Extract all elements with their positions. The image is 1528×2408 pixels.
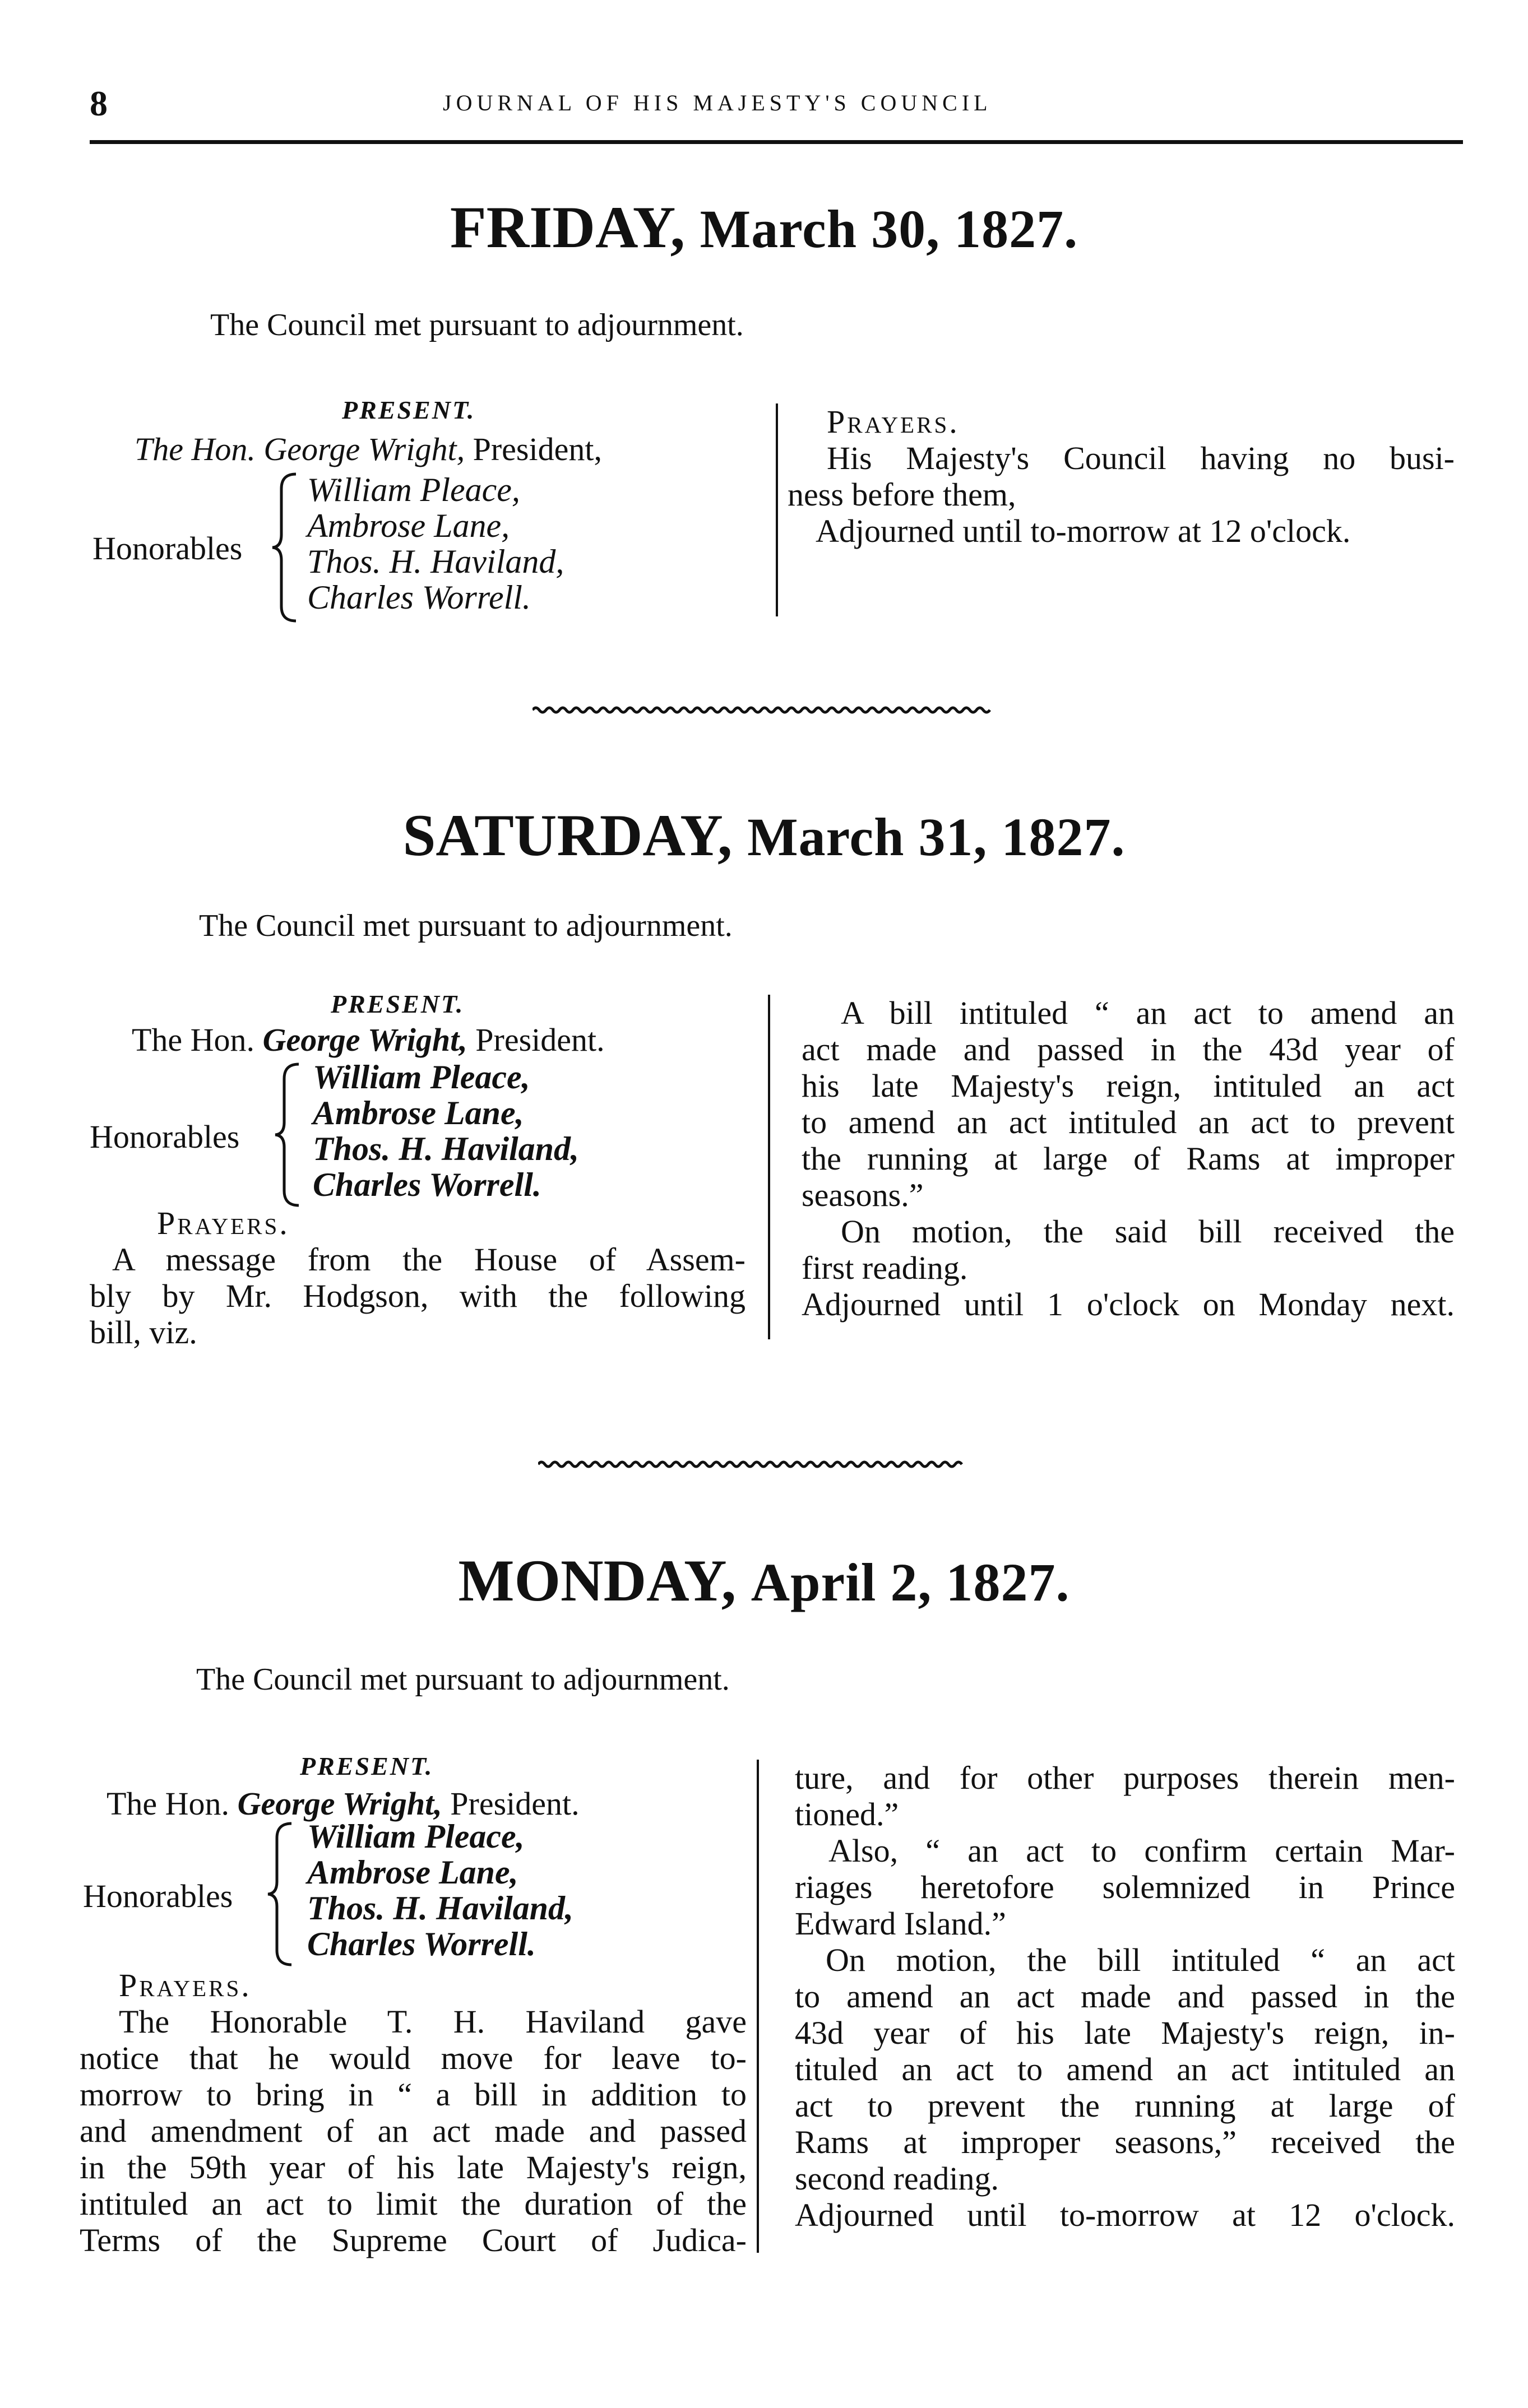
entry-2-day: SATURDAY, — [402, 802, 733, 868]
entry-1-right-line-2: His Majesty's Council having no busi- — [827, 440, 1455, 476]
entry-3-left-line-1: The Honorable T. H. Haviland gave — [119, 2003, 747, 2040]
entry-3-right-line-2: tioned.” — [795, 1796, 899, 1832]
entry-1-members — [307, 472, 564, 615]
entry-1-right-column — [788, 403, 1455, 549]
entry-2-present-label: PRESENT. — [331, 990, 465, 1018]
entry-3-honorables-label: Honorables — [83, 1878, 233, 1914]
entry-3-left-line-4: and amendment of an act made and passed — [80, 2113, 747, 2149]
entry-3-right-line-1: ture, and for other purposes therein men- — [795, 1760, 1455, 1796]
entry-1-member-4: Charles Worrell. — [307, 579, 531, 616]
entry-2-member-4: Charles Worrell. — [313, 1166, 541, 1203]
entry-3-right-column — [795, 1760, 1455, 2233]
entry-1-member-2: Ambrose Lane, — [307, 507, 510, 544]
entry-3-president-name: George Wright, — [237, 1785, 442, 1822]
page-number: 8 — [90, 83, 108, 123]
entry-3-right-line-12: second reading. — [795, 2160, 999, 2197]
entry-3-president-title: President. — [450, 1785, 580, 1822]
entry-1-prayers: Prayers. — [827, 403, 960, 440]
entry-1-date: March 30, 1827. — [700, 199, 1078, 259]
entry-3-member-3: Thos. H. Haviland, — [307, 1890, 574, 1927]
entry-3-left-line-3: morrow to bring in “ a bill in addition to — [80, 2076, 747, 2113]
running-title: JOURNAL OF HIS MAJESTY'S COUNCIL — [443, 90, 992, 115]
entry-3-heading — [0, 1547, 1528, 1615]
entry-1-president-title: President, — [473, 431, 602, 467]
entry-2-member-2: Ambrose Lane, — [313, 1094, 524, 1131]
entry-1-column-rule — [776, 403, 778, 616]
entry-3-right-line-10: act to prevent the running at large of — [795, 2087, 1455, 2124]
entry-3-member-4: Charles Worrell. — [307, 1926, 536, 1962]
entry-2-right-line-5: the running at large of Rams at improper — [802, 1140, 1455, 1177]
entry-3-left-line-5: in the 59th year of his late Majesty's reign, — [80, 2149, 747, 2186]
entry-1-member-1: William Pleace, — [307, 471, 520, 508]
entry-2-met: The Council met pursuant to adjournment. — [199, 908, 733, 943]
entry-2-left-line-1: A message from the House of Assem- — [112, 1241, 746, 1278]
entry-2-right-column — [802, 995, 1455, 1323]
entry-3-right-line-4: riages heretofore solemnized in Prince — [795, 1869, 1455, 1905]
entry-3-right-line-13: Adjourned until to-morrow at 12 o'clock. — [795, 2197, 1455, 2233]
entry-2-left-line-2: bly by Mr. Hodgson, with the following — [90, 1278, 746, 1314]
entry-2-member-1: William Pleace, — [313, 1059, 530, 1096]
entry-3-hon-prefix: The Hon. — [107, 1785, 230, 1822]
entry-2-right-line-1: A bill intituled “ an act to amend an — [841, 995, 1455, 1031]
entry-2-right-line-4: to amend an act intituled an act to prevent — [802, 1104, 1455, 1140]
entry-1-met: The Council met pursuant to adjournment. — [210, 308, 744, 342]
entry-3-member-2: Ambrose Lane, — [307, 1854, 518, 1891]
entry-3-president-line — [107, 1785, 580, 1822]
entry-2-right-line-8: first reading. — [802, 1250, 968, 1286]
entry-2-right-line-3: his late Majesty's reign, intituled an act — [802, 1068, 1455, 1104]
entry-2-left-line-3: bill, viz. — [90, 1314, 197, 1351]
entry-2-right-line-9: Adjourned until 1 o'clock on Monday next. — [802, 1286, 1455, 1323]
entry-2-president-name: George Wright, — [262, 1022, 467, 1058]
entry-2-left-column — [90, 1205, 746, 1351]
entry-3-right-line-5: Edward Island.” — [795, 1905, 1006, 1942]
entry-3-present-label: PRESENT. — [300, 1752, 434, 1780]
entry-1-honorables-label: Honorables — [92, 530, 243, 567]
entry-2-hon-prefix: The Hon. — [132, 1022, 255, 1058]
entry-2-brace-icon — [272, 1062, 305, 1208]
entry-2-president-title: President. — [475, 1022, 605, 1058]
entry-3-right-line-8: 43d year of his late Majesty's reign, in- — [795, 2015, 1455, 2051]
entry-3-left-column — [80, 1967, 747, 2258]
entry-3-members — [307, 1818, 573, 1962]
entry-3-met: The Council met pursuant to adjournment. — [196, 1662, 730, 1697]
entry-2-heading — [0, 801, 1528, 870]
entry-1-president-name: George Wright, — [263, 431, 465, 467]
entry-3-right-line-11: Rams at improper seasons,” received the — [795, 2124, 1455, 2160]
entry-2-right-line-6: seasons.” — [802, 1177, 924, 1213]
entry-2-column-rule — [768, 995, 770, 1339]
entry-1-present-label: PRESENT. — [342, 396, 476, 424]
entry-3-column-rule — [757, 1760, 759, 2253]
header-rule — [90, 140, 1463, 144]
entry-3-left-line-2: notice that he would move for leave to- — [80, 2040, 747, 2076]
entry-3-left-line-6: intituled an act to limit the duration of the — [80, 2186, 747, 2222]
entry-2-right-line-2: act made and passed in the 43d year of — [802, 1031, 1455, 1068]
entry-1-right-line-3: ness before them, — [788, 476, 1016, 513]
entry-1-day: FRIDAY, — [450, 194, 686, 260]
entry-1-heading — [0, 193, 1528, 262]
entry-2-honorables-label: Honorables — [90, 1119, 240, 1155]
entry-2-right-line-7: On motion, the said bill received the — [841, 1213, 1455, 1250]
entry-1-president-line — [135, 430, 602, 468]
entry-3-right-line-7: to amend an act made and passed in the — [795, 1978, 1455, 2015]
separator-ornament-2 — [538, 1459, 964, 1469]
entry-3-right-line-6: On motion, the bill intituled “ an act — [826, 1942, 1455, 1978]
entry-2-member-3: Thos. H. Haviland, — [313, 1130, 580, 1167]
entry-2-prayers: Prayers. — [157, 1205, 290, 1241]
entry-2-members — [313, 1059, 579, 1203]
entry-1-right-line-4: Adjourned until to-morrow at 12 o'clock. — [816, 513, 1351, 549]
separator-ornament-1 — [533, 704, 1009, 714]
entry-3-left-line-7: Terms of the Supreme Court of Judica- — [80, 2222, 747, 2258]
entry-1-member-3: Thos. H. Haviland, — [307, 543, 564, 580]
entry-3-prayers: Prayers. — [119, 1967, 252, 2003]
entry-3-date: April 2, 1827. — [751, 1552, 1070, 1612]
entry-1-brace-icon — [269, 472, 303, 623]
entry-2-date: March 31, 1827. — [747, 807, 1126, 867]
entry-3-brace-icon — [265, 1821, 298, 1967]
entry-1-hon-prefix: The Hon. — [135, 431, 256, 467]
entry-2-president-line — [132, 1021, 605, 1059]
entry-3-right-line-9: tituled an act to amend an act intituled an — [795, 2051, 1455, 2087]
entry-3-day: MONDAY, — [458, 1548, 737, 1613]
entry-3-member-1: William Pleace, — [307, 1818, 525, 1855]
entry-3-right-line-3: Also, “ an act to confirm certain Mar- — [828, 1832, 1455, 1869]
